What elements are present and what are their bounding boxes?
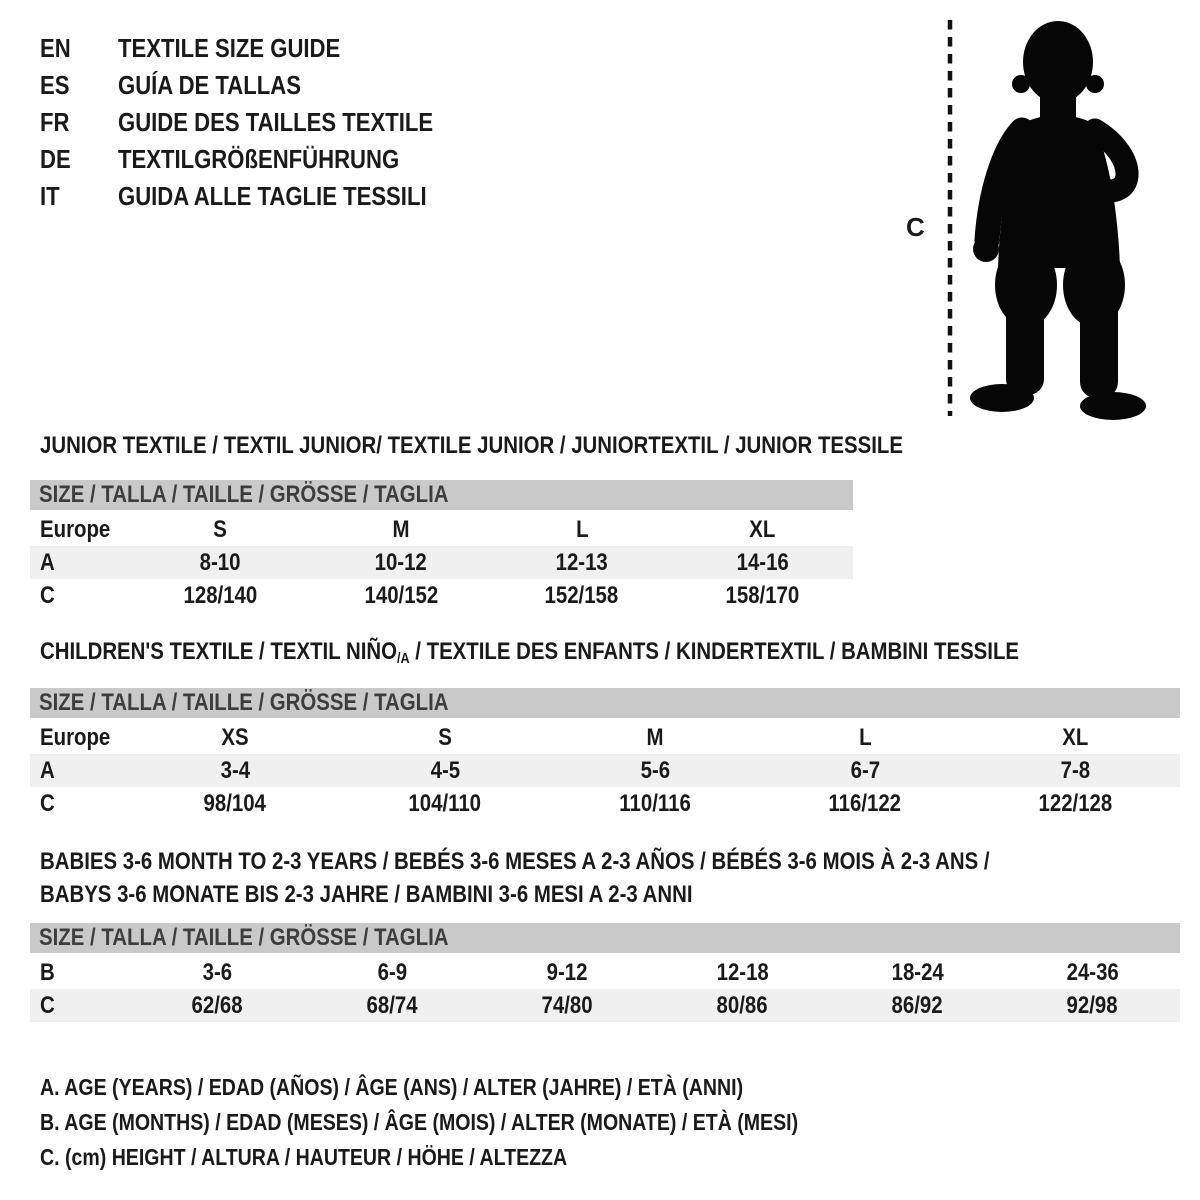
toddler-body [970, 21, 1146, 420]
table-row-header [30, 721, 1180, 754]
cell-value: 92/98 [1066, 991, 1119, 1019]
row-label: C [40, 991, 55, 1019]
lang-title: TEXTILGRÖßENFÜHRUNG [118, 144, 400, 174]
babies-heading-line2: BABYS 3-6 MONATE BIS 2-3 JAHRE / BAMBINI 3-6 MESI A 2-3 ANNI [40, 881, 693, 908]
cell-value: 18-24 [891, 958, 944, 986]
lang-code: ES [40, 70, 70, 100]
junior-section-heading: JUNIOR TEXTILE / TEXTIL JUNIOR/ TEXTILE JUNIOR / JUNIORTEXTIL / JUNIOR TESSILE [40, 432, 903, 459]
lang-title: TEXTILE SIZE GUIDE [118, 33, 341, 63]
cell-value: 8-10 [199, 548, 241, 576]
lang-code: FR [40, 107, 70, 137]
row-label: B [40, 958, 55, 986]
cell-value: 7-8 [1060, 756, 1090, 784]
cell-value: 62/68 [191, 991, 244, 1019]
babies-size-table [30, 923, 1180, 1022]
row-label: C [40, 789, 55, 817]
lang-row-it [40, 178, 489, 215]
cell-value: 9-12 [547, 958, 588, 986]
cell-value: 152/158 [544, 581, 619, 609]
legend-line-b: B. AGE (MONTHS) / EDAD (MESES) / ÂGE (MOIS) / ALTER (MONATE) / ETÀ (MESI) [40, 1109, 799, 1135]
column-header: M [646, 723, 664, 751]
height-label-c: C [906, 212, 925, 242]
column-header: S [213, 515, 228, 543]
size-header-bar: SIZE / TALLA / TAILLE / GRÖSSE / TAGLIA [30, 480, 853, 510]
region-label: Europe [40, 723, 111, 751]
row-label: A [40, 548, 55, 576]
size-header-bar: SIZE / TALLA / TAILLE / GRÖSSE / TAGLIA [30, 688, 1180, 718]
legend-line-a: A. AGE (YEARS) / EDAD (AÑOS) / ÂGE (ANS) / ALTER (JAHRE) / ETÀ (ANNI) [40, 1074, 744, 1100]
lang-row-fr [40, 104, 489, 141]
cell-value: 110/116 [619, 789, 691, 817]
row-label: C [40, 581, 55, 609]
cell-value: 3-6 [202, 958, 233, 986]
cell-value: 98/104 [203, 789, 267, 817]
cell-value: 3-4 [220, 756, 250, 784]
lang-code: IT [40, 181, 60, 211]
lang-title: GUIDA ALLE TAGLIE TESSILI [118, 181, 427, 211]
lang-row-es [40, 67, 489, 104]
cell-value: 116/122 [828, 789, 902, 817]
toddler-silhouette [900, 0, 1200, 430]
cell-value: 10-12 [375, 548, 428, 576]
cell-value: 86/92 [891, 991, 944, 1019]
cell-value: 140/152 [364, 581, 438, 609]
junior-size-table [30, 480, 853, 612]
language-header [40, 30, 489, 215]
column-header: M [392, 515, 410, 543]
column-header: XL [749, 515, 776, 543]
table-row-b [30, 956, 1180, 989]
lang-code: EN [40, 33, 71, 63]
babies-heading-line1: BABIES 3-6 MONTH TO 2-3 YEARS / BEBÉS 3-6 MESES A 2-3 AÑOS / BÉBÉS 3-6 MOIS À 2-3 ANS / [40, 848, 990, 875]
cell-value: 74/80 [541, 991, 594, 1019]
column-header: S [438, 723, 452, 751]
cell-value: 24-36 [1066, 958, 1119, 986]
cell-value: 14-16 [736, 548, 789, 576]
column-header: L [575, 515, 589, 543]
table-row-a [30, 546, 853, 579]
legend-line-c: C. (cm) HEIGHT / ALTURA / HAUTEUR / HÖHE / ALTEZZA [40, 1144, 568, 1170]
children-section-heading: CHILDREN'S TEXTILE / TEXTIL NIÑO/A / TEXTILE DES ENFANTS / KINDERTEXTIL / BAMBINI TESSILE [40, 638, 1020, 668]
lang-title: GUÍA DE TALLAS [118, 70, 301, 100]
row-label: A [40, 756, 55, 784]
cell-value: 128/140 [183, 581, 258, 609]
babies-section-heading [40, 845, 1157, 911]
cell-value: 5-6 [640, 756, 670, 784]
measurement-legend [40, 1070, 932, 1175]
nino-a-subscript: /A [396, 651, 410, 668]
table-row-c [30, 989, 1180, 1022]
lang-row-en [40, 30, 489, 67]
cell-value: 6-9 [377, 958, 408, 986]
lang-code: DE [40, 144, 71, 174]
table-row-a [30, 754, 1180, 787]
table-row-c [30, 579, 853, 612]
column-header: XS [221, 723, 249, 751]
lang-title: GUIDE DES TAILLES TEXTILE [118, 107, 434, 137]
cell-value: 6-7 [850, 756, 880, 784]
column-header: XL [1061, 723, 1089, 751]
cell-value: 4-5 [430, 756, 460, 784]
cell-value: 104/110 [408, 789, 482, 817]
cell-value: 12-18 [716, 958, 769, 986]
cell-value: 158/170 [725, 581, 800, 609]
cell-value: 68/74 [366, 991, 419, 1019]
column-header: L [858, 723, 872, 751]
table-row-c [30, 787, 1180, 820]
table-row-header [30, 513, 853, 546]
children-size-table [30, 688, 1180, 820]
cell-value: 12-13 [555, 548, 608, 576]
cell-value: 122/128 [1038, 789, 1112, 817]
cell-value: 80/86 [716, 991, 769, 1019]
region-label: Europe [40, 515, 111, 543]
size-header-bar: SIZE / TALLA / TAILLE / GRÖSSE / TAGLIA [30, 923, 1180, 953]
lang-row-de [40, 141, 489, 178]
